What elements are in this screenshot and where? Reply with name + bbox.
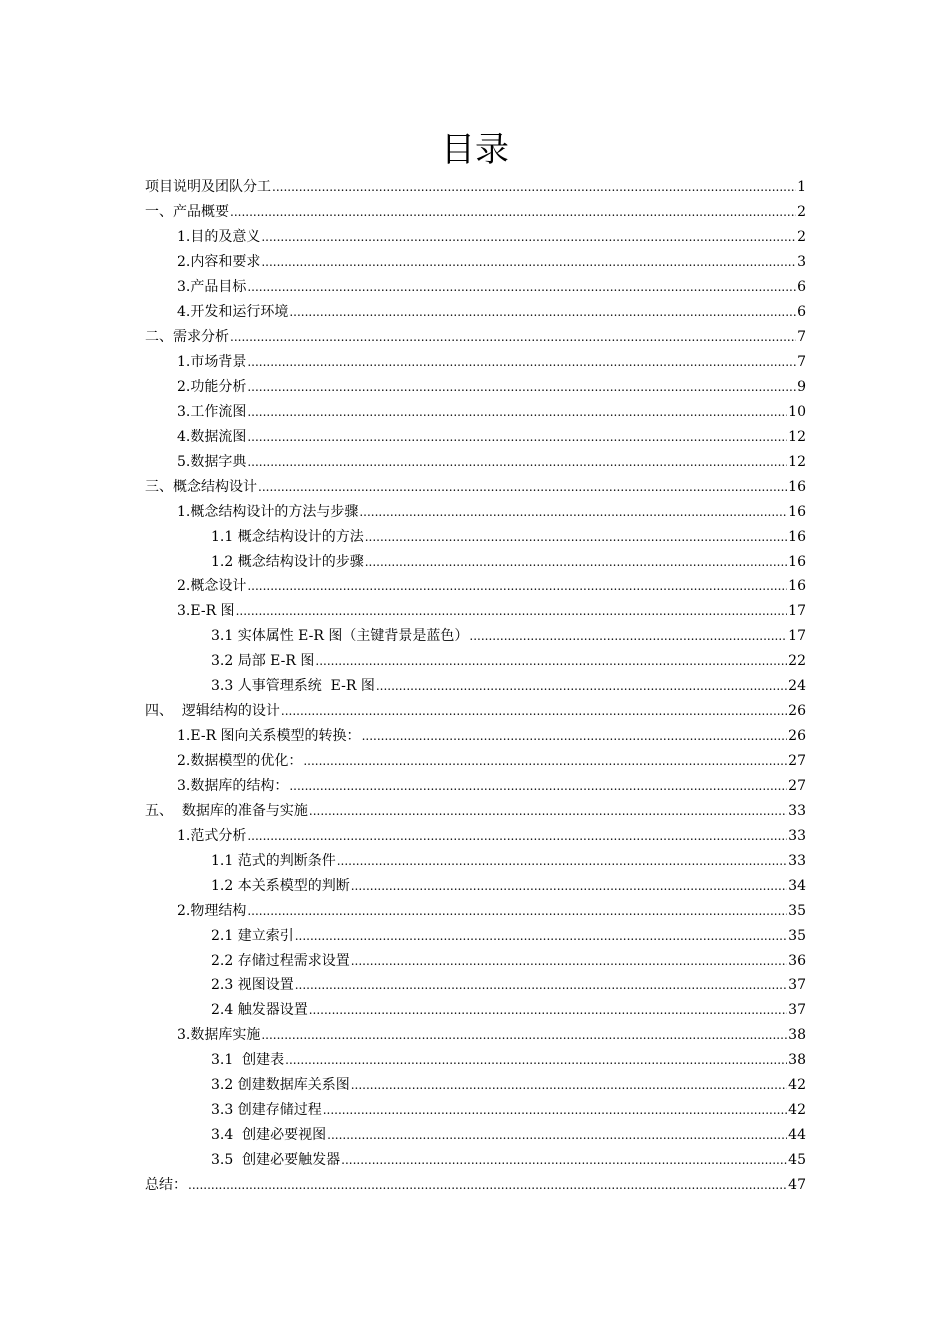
toc-dot-leader bbox=[376, 676, 787, 696]
toc-entry[interactable] bbox=[0, 774, 950, 799]
toc-entry[interactable] bbox=[0, 574, 950, 599]
toc-entry-page-number: 6 bbox=[797, 279, 806, 296]
toc-dot-leader bbox=[303, 751, 787, 771]
toc-entry-label: 4.数据流图 bbox=[177, 428, 247, 445]
toc-dot-leader bbox=[289, 776, 787, 796]
toc-entry-label: 3.2 创建数据库关系图 bbox=[211, 1077, 350, 1094]
toc-entry-page-number: 7 bbox=[797, 329, 806, 346]
toc-entry-label: 四、 逻辑结构的设计 bbox=[145, 703, 280, 720]
toc-entry[interactable] bbox=[0, 549, 950, 574]
toc-dot-leader bbox=[341, 1150, 787, 1170]
toc-entry-label: 4.开发和运行环境 bbox=[177, 304, 289, 321]
toc-dot-leader bbox=[365, 527, 787, 547]
toc-entry-label: 3.3 人事管理系统 E-R 图 bbox=[211, 678, 375, 695]
toc-entry-page-number: 45 bbox=[788, 1152, 806, 1169]
toc-entry[interactable] bbox=[0, 1098, 950, 1123]
toc-entry-label: 3.产品目标 bbox=[177, 279, 247, 296]
toc-entry[interactable] bbox=[0, 424, 950, 449]
toc-entry-label: 3.3 创建存储过程 bbox=[211, 1102, 322, 1119]
toc-entry-page-number: 3 bbox=[797, 254, 806, 271]
toc-entry-page-number: 36 bbox=[788, 952, 806, 969]
toc-entry[interactable] bbox=[0, 524, 950, 549]
toc-entry-label: 1.1 范式的判断条件 bbox=[211, 852, 336, 869]
toc-dot-leader bbox=[247, 352, 796, 372]
toc-entry[interactable] bbox=[0, 848, 950, 873]
toc-entry-page-number: 37 bbox=[788, 977, 806, 994]
toc-entry[interactable] bbox=[0, 200, 950, 225]
toc-entry-label: 1.市场背景 bbox=[177, 354, 247, 371]
toc-dot-leader bbox=[247, 377, 796, 397]
toc-dot-leader bbox=[359, 502, 787, 522]
toc-dot-leader bbox=[285, 1050, 787, 1070]
toc-dot-leader bbox=[236, 601, 788, 621]
toc-dot-leader bbox=[261, 252, 796, 272]
toc-entry-page-number: 42 bbox=[788, 1077, 806, 1094]
toc-entry[interactable] bbox=[0, 275, 950, 300]
toc-entry-page-number: 17 bbox=[788, 628, 806, 645]
toc-entry-label: 1.2 概念结构设计的步骤 bbox=[211, 553, 364, 570]
toc-entry[interactable] bbox=[0, 923, 950, 948]
toc-entry[interactable] bbox=[0, 1148, 950, 1173]
toc-entry[interactable] bbox=[0, 873, 950, 898]
toc-entry[interactable] bbox=[0, 1073, 950, 1098]
toc-entry-page-number: 1 bbox=[797, 179, 806, 196]
toc-entry-page-number: 35 bbox=[788, 902, 806, 919]
toc-entry[interactable] bbox=[0, 350, 950, 375]
toc-dot-leader bbox=[327, 1125, 787, 1145]
toc-entry[interactable] bbox=[0, 1173, 950, 1198]
toc-dot-leader bbox=[247, 277, 796, 297]
toc-dot-leader bbox=[295, 926, 787, 946]
toc-entry-page-number: 38 bbox=[788, 1027, 806, 1044]
toc-entry-page-number: 6 bbox=[797, 304, 806, 321]
toc-entry-page-number: 16 bbox=[788, 478, 806, 495]
toc-entry-label: 二、需求分析 bbox=[145, 329, 229, 346]
toc-entry-page-number: 2 bbox=[797, 204, 806, 221]
toc-dot-leader bbox=[188, 1175, 787, 1195]
toc-entry-page-number: 17 bbox=[788, 603, 806, 620]
toc-entry-page-number: 33 bbox=[788, 827, 806, 844]
toc-entry-page-number: 16 bbox=[788, 578, 806, 595]
toc-entry[interactable] bbox=[0, 749, 950, 774]
toc-entry-label: 2.内容和要求 bbox=[177, 254, 261, 271]
toc-entry[interactable] bbox=[0, 624, 950, 649]
toc-dot-leader bbox=[469, 626, 787, 646]
toc-entry-label: 3.E-R 图 bbox=[177, 603, 235, 620]
toc-dot-leader bbox=[247, 901, 787, 921]
toc-entry[interactable] bbox=[0, 823, 950, 848]
toc-entry[interactable] bbox=[0, 375, 950, 400]
toc-entry-page-number: 16 bbox=[788, 503, 806, 520]
toc-entry[interactable] bbox=[0, 599, 950, 624]
toc-entry-label: 3.数据库的结构： bbox=[177, 777, 289, 794]
toc-entry-page-number: 26 bbox=[788, 728, 806, 745]
toc-entry-label: 3.5 创建必要触发器 bbox=[211, 1152, 341, 1169]
toc-entry-label: 3.4 创建必要视图 bbox=[211, 1127, 327, 1144]
toc-dot-leader bbox=[230, 202, 796, 222]
toc-dot-leader bbox=[323, 1100, 787, 1120]
toc-entry-page-number: 33 bbox=[788, 802, 806, 819]
toc-entry-page-number: 10 bbox=[788, 403, 806, 420]
toc-entry-label: 一、产品概要 bbox=[145, 204, 229, 221]
toc-entry[interactable] bbox=[0, 300, 950, 325]
toc-entry[interactable] bbox=[0, 1123, 950, 1148]
toc-entry-label: 三、概念结构设计 bbox=[145, 478, 257, 495]
toc-entry[interactable] bbox=[0, 225, 950, 250]
toc-entry-page-number: 37 bbox=[788, 1002, 806, 1019]
toc-dot-leader bbox=[362, 726, 788, 746]
toc-entry-label: 2.物理结构 bbox=[177, 902, 247, 919]
toc-entry[interactable] bbox=[0, 674, 950, 699]
toc-dot-leader bbox=[261, 227, 796, 247]
toc-entry[interactable] bbox=[0, 399, 950, 424]
toc-dot-leader bbox=[247, 826, 787, 846]
toc-dot-leader bbox=[337, 851, 787, 871]
toc-entry[interactable] bbox=[0, 250, 950, 275]
toc-entry-label: 1.2 本关系模型的判断 bbox=[211, 877, 350, 894]
toc-title: 目录 bbox=[441, 130, 509, 170]
toc-entry[interactable] bbox=[0, 474, 950, 499]
toc-dot-leader bbox=[351, 951, 787, 971]
toc-entry-label: 3.1 创建表 bbox=[211, 1052, 285, 1069]
toc-entry-label: 1.概念结构设计的方法与步骤 bbox=[177, 503, 359, 520]
toc-entry-page-number: 44 bbox=[788, 1127, 806, 1144]
toc-dot-leader bbox=[247, 452, 787, 472]
toc-entry-page-number: 16 bbox=[788, 528, 806, 545]
toc-entry-label: 2.1 建立索引 bbox=[211, 927, 294, 944]
toc-entry-page-number: 34 bbox=[788, 877, 806, 894]
toc-entry-label: 3.1 实体属性 E-R 图（主键背景是蓝色） bbox=[211, 628, 469, 645]
toc-entry[interactable] bbox=[0, 699, 950, 724]
toc-entry-label: 3.工作流图 bbox=[177, 403, 247, 420]
toc-entry-page-number: 2 bbox=[797, 229, 806, 246]
toc-dot-leader bbox=[247, 427, 787, 447]
toc-entry-label: 5.数据字典 bbox=[177, 453, 247, 470]
toc-dot-leader bbox=[289, 302, 796, 322]
toc-entry-page-number: 9 bbox=[797, 378, 806, 395]
toc-entry-label: 五、 数据库的准备与实施 bbox=[145, 802, 308, 819]
toc-entry-label: 1.1 概念结构设计的方法 bbox=[211, 528, 364, 545]
toc-entry-page-number: 7 bbox=[797, 354, 806, 371]
toc-entry[interactable] bbox=[0, 1048, 950, 1073]
toc-entry[interactable] bbox=[0, 724, 950, 749]
toc-dot-leader bbox=[309, 801, 787, 821]
toc-entry[interactable] bbox=[0, 175, 950, 200]
toc-entry-page-number: 35 bbox=[788, 927, 806, 944]
toc-dot-leader bbox=[261, 1025, 787, 1045]
toc-dot-leader bbox=[351, 1075, 787, 1095]
toc-dot-leader bbox=[351, 876, 787, 896]
toc-entry-label: 1.目的及意义 bbox=[177, 229, 261, 246]
toc-entry[interactable] bbox=[0, 1023, 950, 1048]
toc-entry-page-number: 33 bbox=[788, 852, 806, 869]
toc-entry-page-number: 24 bbox=[788, 678, 806, 695]
toc-entry-label: 总结： bbox=[145, 1176, 187, 1193]
toc-entry[interactable] bbox=[0, 998, 950, 1023]
toc-dot-leader bbox=[247, 576, 787, 596]
toc-entry-label: 1.E-R 图向关系模型的转换： bbox=[177, 728, 361, 745]
toc-entry-page-number: 22 bbox=[788, 653, 806, 670]
toc-entry[interactable] bbox=[0, 798, 950, 823]
toc-entry[interactable] bbox=[0, 649, 950, 674]
toc-entry-label: 2.功能分析 bbox=[177, 378, 247, 395]
toc-entry-label: 2.数据模型的优化： bbox=[177, 753, 303, 770]
toc-entry-label: 2.3 视图设置 bbox=[211, 977, 294, 994]
toc-dot-leader bbox=[365, 552, 787, 572]
toc-dot-leader bbox=[230, 327, 796, 347]
toc-dot-leader bbox=[295, 975, 787, 995]
toc-dot-leader bbox=[258, 477, 787, 497]
toc-entry-page-number: 26 bbox=[788, 703, 806, 720]
toc-entry-label: 3.2 局部 E-R 图 bbox=[211, 653, 315, 670]
toc-entry-label: 2.2 存储过程需求设置 bbox=[211, 952, 350, 969]
toc-entry[interactable] bbox=[0, 973, 950, 998]
toc-entry-page-number: 42 bbox=[788, 1102, 806, 1119]
toc-entry-label: 3.数据库实施 bbox=[177, 1027, 261, 1044]
toc-entry-page-number: 12 bbox=[788, 453, 806, 470]
toc-entry[interactable] bbox=[0, 449, 950, 474]
toc-dot-leader bbox=[281, 701, 787, 721]
toc-entry-page-number: 27 bbox=[788, 753, 806, 770]
toc-entry-page-number: 27 bbox=[788, 777, 806, 794]
toc-entry-label: 2.4 触发器设置 bbox=[211, 1002, 308, 1019]
toc-entry-page-number: 16 bbox=[788, 553, 806, 570]
toc-entry[interactable] bbox=[0, 898, 950, 923]
toc-dot-leader bbox=[315, 651, 787, 671]
toc-entry[interactable] bbox=[0, 948, 950, 973]
toc-entry[interactable] bbox=[0, 325, 950, 350]
toc-dot-leader bbox=[309, 1000, 787, 1020]
toc-entry-page-number: 47 bbox=[788, 1176, 806, 1193]
toc-entry-page-number: 38 bbox=[788, 1052, 806, 1069]
toc-entry-label: 1.范式分析 bbox=[177, 827, 247, 844]
toc-dot-leader bbox=[247, 402, 787, 422]
toc-list bbox=[0, 175, 950, 1197]
toc-entry-label: 2.概念设计 bbox=[177, 578, 247, 595]
toc-dot-leader bbox=[272, 177, 796, 197]
toc-entry[interactable] bbox=[0, 499, 950, 524]
toc-entry-label: 项目说明及团队分工 bbox=[145, 179, 271, 196]
toc-entry-page-number: 12 bbox=[788, 428, 806, 445]
